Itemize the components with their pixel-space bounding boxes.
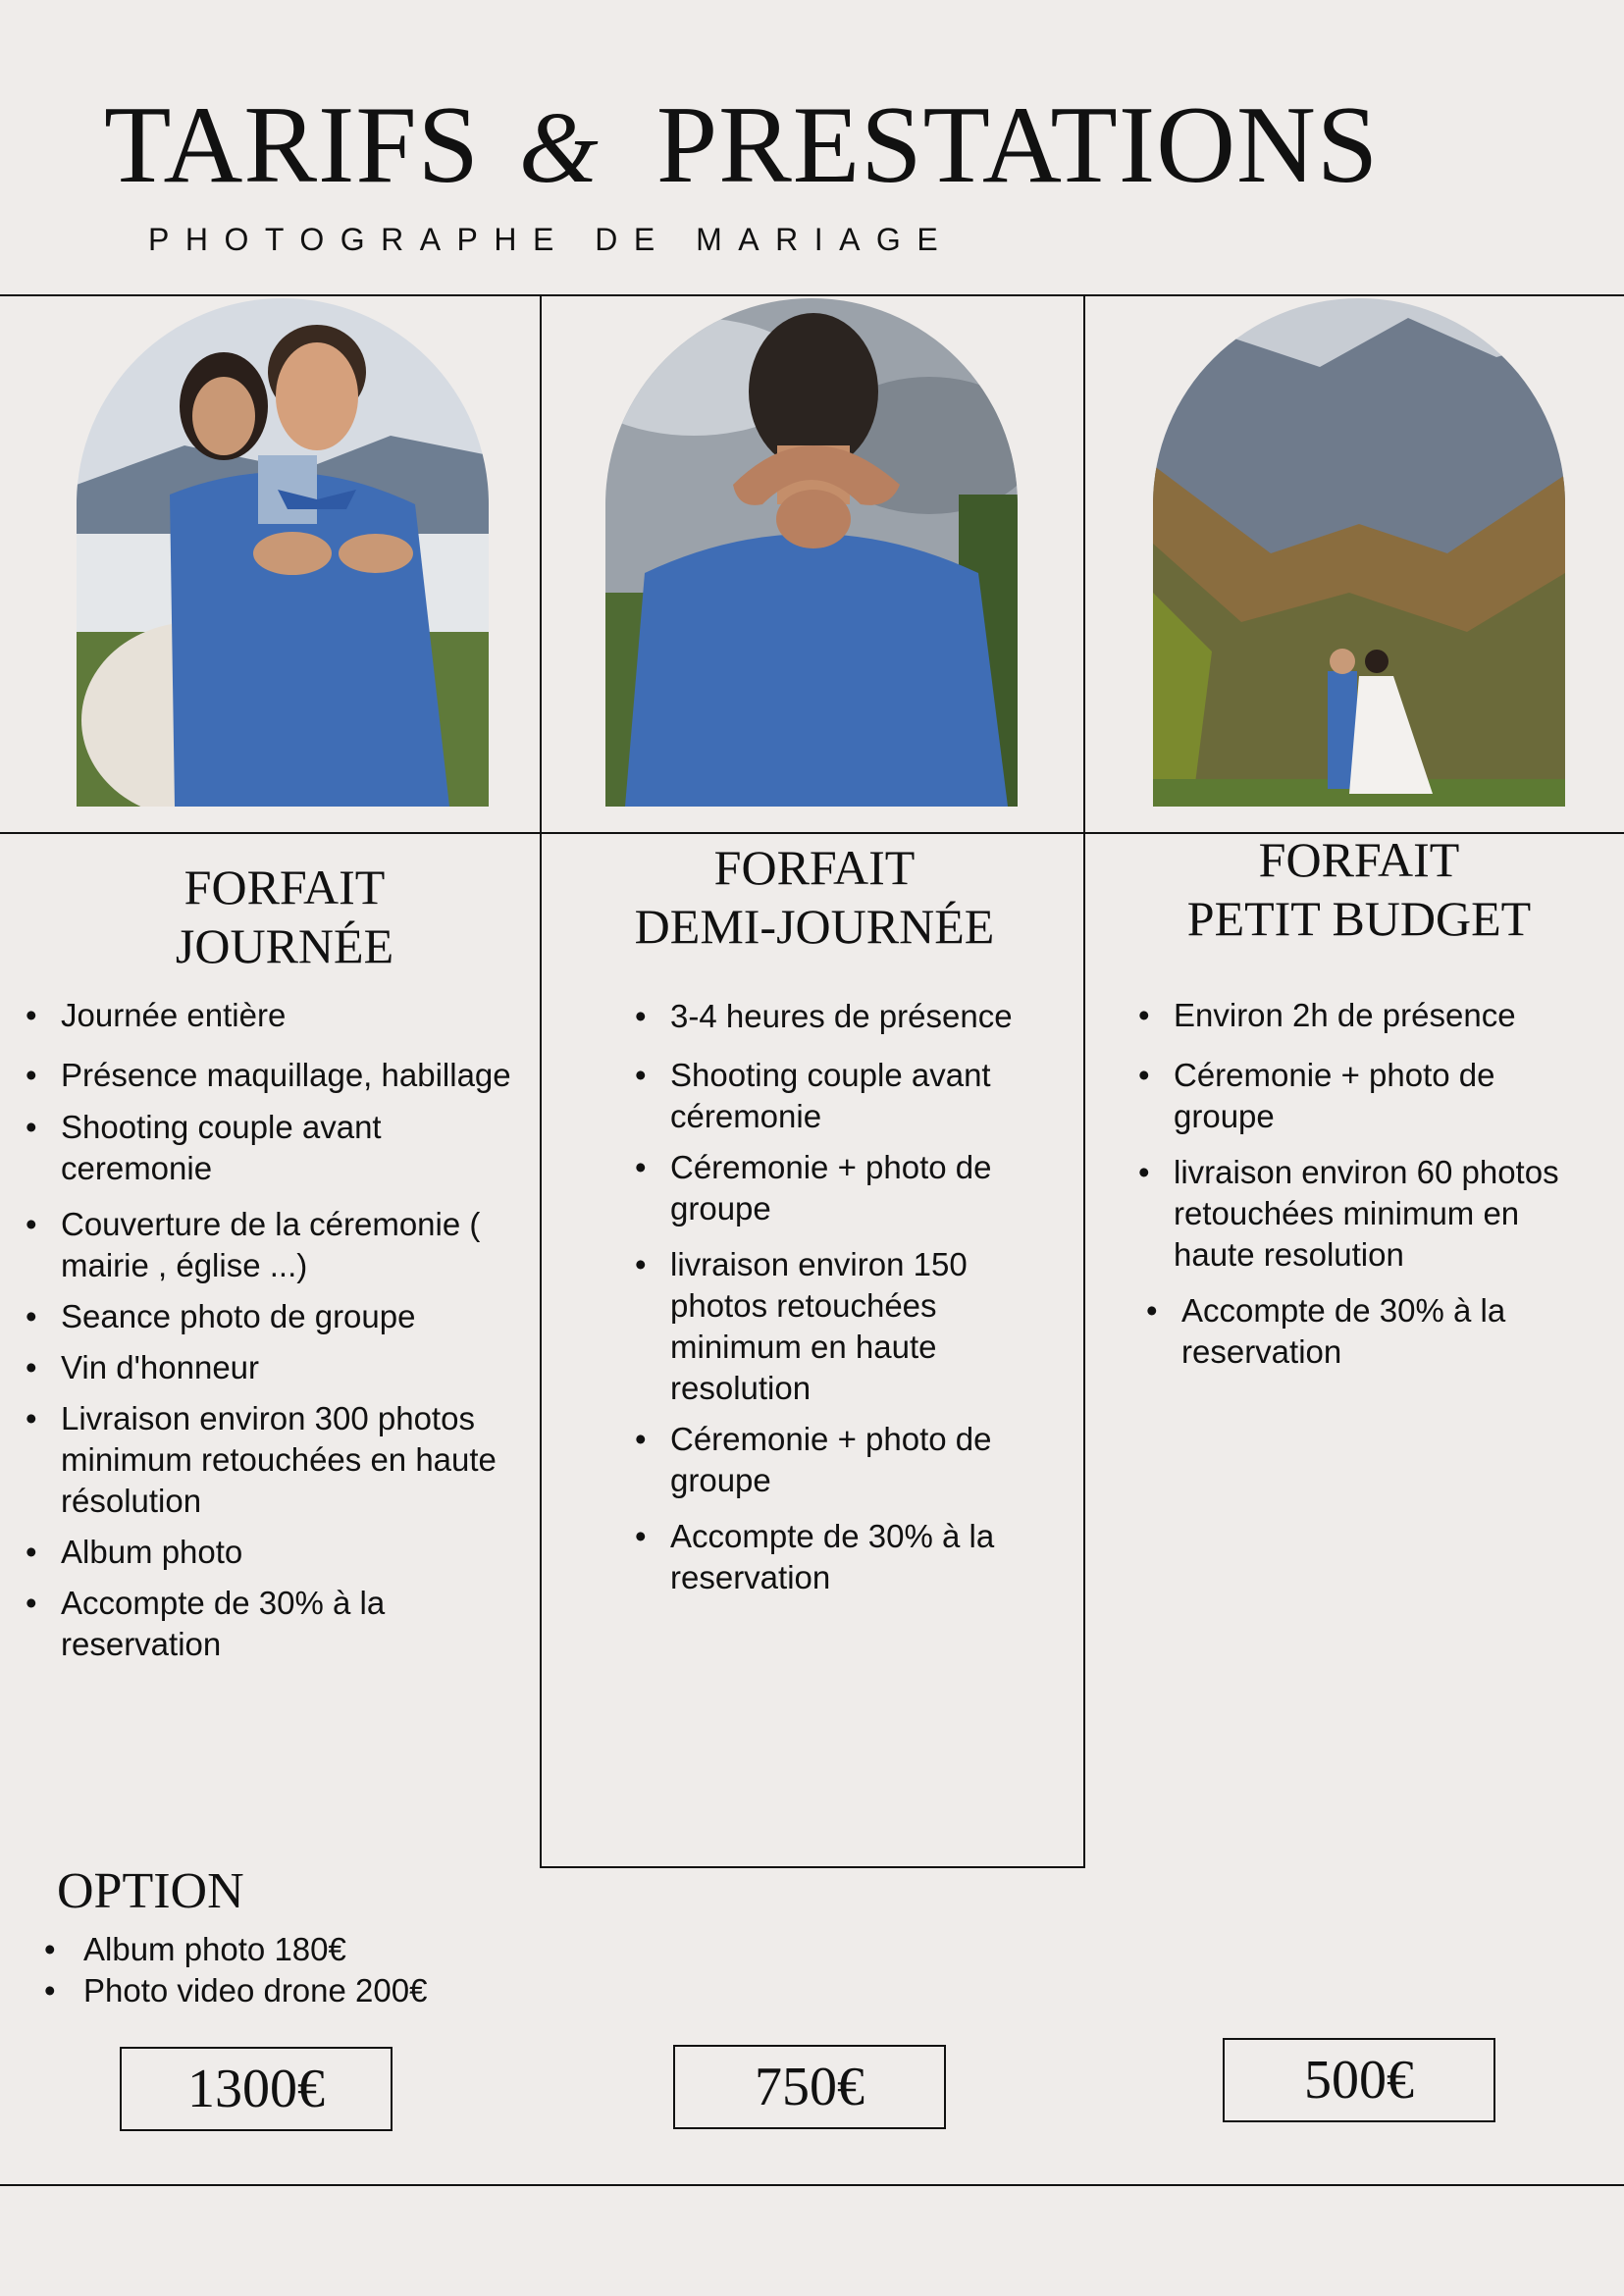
package-title-journee: [59, 858, 510, 975]
list-item: • Accompte de 30% à la reservation: [1146, 1290, 1570, 1373]
photo-couple-mountains: [1153, 298, 1565, 807]
list-item: • Journée entière: [26, 995, 516, 1036]
package-title-line: DEMI-JOURNÉE: [634, 899, 995, 954]
option-title: OPTION: [57, 1863, 244, 1919]
ampersand: &: [518, 91, 600, 204]
list-item: • Céremonie + photo de groupe: [635, 1419, 1067, 1501]
list-item: • Photo video drone 200€: [44, 1970, 496, 2011]
page-title: [104, 84, 1380, 206]
package-title-demi-journee: [579, 838, 1050, 956]
page-subtitle: PHOTOGRAPHE DE MARIAGE: [148, 222, 955, 257]
photo-groom-back: [605, 298, 1018, 807]
feature-list-petit-budget: [1138, 995, 1570, 1373]
package-title-line: PETIT BUDGET: [1186, 891, 1532, 946]
list-item: • 3-4 heures de présence: [635, 996, 1067, 1037]
title-left: TARIFS: [104, 84, 480, 206]
list-item: • Shooting couple avant ceremonie: [26, 1107, 516, 1189]
price-box-demi-journee: 750€: [673, 2045, 946, 2129]
package-title-line: FORFAIT: [713, 840, 916, 895]
package-title-petit-budget: [1128, 830, 1590, 948]
feature-list-journee: [26, 995, 516, 1665]
photo-couple-embrace: [77, 298, 489, 807]
package-title-line: JOURNÉE: [175, 918, 394, 973]
list-item: • Accompte de 30% à la reservation: [26, 1583, 516, 1665]
feature-list-demi-journee: [635, 996, 1067, 1598]
list-item: • Accompte de 30% à la reservation: [635, 1516, 1067, 1598]
title-right: PRESTATIONS: [655, 84, 1380, 206]
list-item: • livraison environ 60 photos retouchées minimum en haute resolution: [1138, 1152, 1570, 1276]
package-title-line: FORFAIT: [183, 860, 386, 914]
list-item: • Livraison environ 300 photos minimum retouchées en haute résolution: [26, 1398, 516, 1522]
list-item: • Environ 2h de présence: [1138, 995, 1570, 1036]
list-item: • Céremonie + photo de groupe: [635, 1147, 1067, 1229]
list-item: • Album photo 180€: [44, 1929, 496, 1970]
list-item: • Shooting couple avant céremonie: [635, 1055, 1067, 1137]
list-item: • Présence maquillage, habillage: [26, 1055, 516, 1096]
list-item: • Album photo: [26, 1532, 516, 1573]
package-title-line: FORFAIT: [1258, 832, 1460, 887]
list-item: • Seance photo de groupe: [26, 1296, 516, 1337]
list-item: • Vin d'honneur: [26, 1347, 516, 1388]
price-box-petit-budget: 500€: [1223, 2038, 1495, 2122]
option-list: [44, 1929, 496, 2011]
price-box-journee: 1300€: [120, 2047, 393, 2131]
list-item: • Couverture de la céremonie ( mairie , église ...): [26, 1204, 516, 1286]
bottom-divider: [0, 2184, 1624, 2186]
list-item: • livraison environ 150 photos retouchées minimum en haute resolution: [635, 1244, 1067, 1409]
list-item: • Céremonie + photo de groupe: [1138, 1055, 1570, 1137]
